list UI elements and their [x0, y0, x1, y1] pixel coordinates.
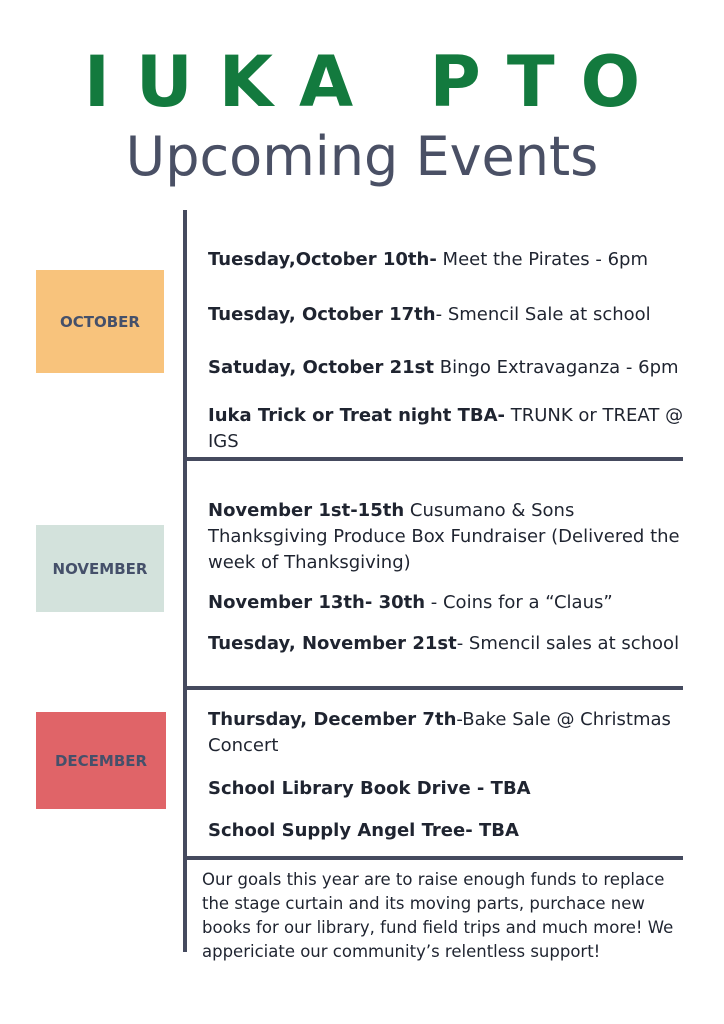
event-november-1: November 1st-15th Cusumano & Sons Thanksgiving Produce Box Fundraiser (Delivered the week of Thanksgiving) [208, 500, 680, 573]
event-october-3: Satuday, October 21st Bingo Extravaganza - 6pm [208, 357, 679, 378]
event-december-1: Thursday, December 7th-Bake Sale @ Christmas Concert [208, 709, 671, 756]
event-october-2: Tuesday, October 17th- Smencil Sale at school [208, 304, 651, 325]
page-subtitle: Upcoming Events [125, 125, 599, 188]
month-badge-november: NOVEMBER [36, 525, 164, 612]
event-october-4: Iuka Trick or Treat night TBA- TRUNK or TREAT @ IGS [208, 405, 684, 452]
event-december-2: School Library Book Drive - TBA [208, 778, 531, 799]
page-title: IUKA PTO [83, 41, 667, 123]
goals-paragraph: Our goals this year are to raise enough funds to replace the stage curtain and its moving parts, purchace new books for our library, fund field trips and much more! We appericiate our community’s relentless support! [202, 870, 674, 961]
event-november-3: Tuesday, November 21st- Smencil sales at school [208, 633, 680, 654]
divider-december-goals [186, 856, 683, 860]
timeline-vertical-line [183, 210, 187, 952]
event-december-3: School Supply Angel Tree- TBA [208, 820, 519, 841]
event-october-1: Tuesday,October 10th- Meet the Pirates - 6pm [208, 249, 649, 270]
month-badge-december: DECEMBER [36, 712, 166, 809]
divider-november-december [186, 686, 683, 690]
divider-october-november [186, 457, 683, 461]
month-badge-october: OCTOBER [36, 270, 164, 373]
event-november-2: November 13th- 30th - Coins for a “Claus” [208, 592, 613, 613]
